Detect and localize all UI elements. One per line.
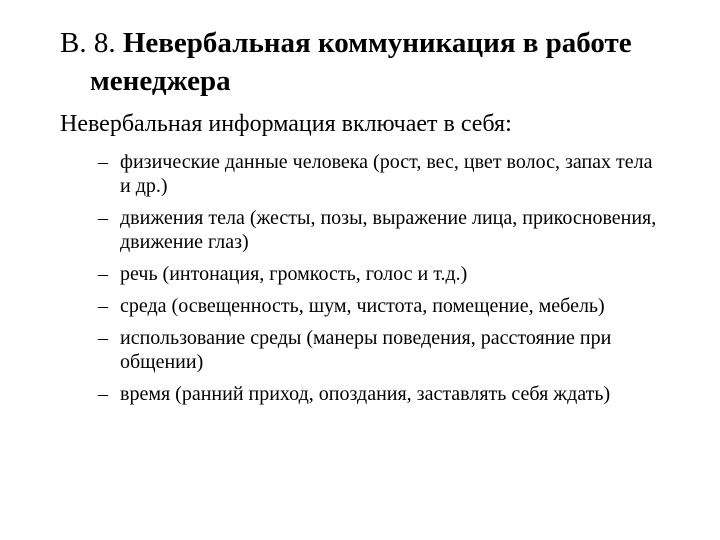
dash-marker: –	[98, 327, 108, 349]
dash-marker: –	[98, 151, 108, 173]
list-item	[98, 294, 658, 318]
dash-marker: –	[98, 383, 108, 405]
bullet-text: речь (интонация, громкость, голос и т.д.)	[120, 263, 468, 285]
bullet-text: использование среды (манеры поведения, расстояние при общении)	[120, 327, 612, 373]
dash-marker: –	[98, 207, 108, 229]
list-item	[98, 150, 658, 198]
dash-marker: –	[98, 263, 108, 285]
title-text: Невербальная коммуникация в работе менеджера	[90, 27, 632, 97]
dash-marker: –	[98, 295, 108, 317]
list-item	[98, 382, 658, 406]
title-number: В. 8.	[60, 27, 116, 59]
bullet-text: физические данные человека (рост, вес, цвет волос, запах тела и др.)	[120, 151, 653, 197]
intro-text: Невербальная информация включает в себя:	[60, 111, 512, 137]
bullet-text: время (ранний приход, опоздания, заставлять себя ждать)	[120, 383, 611, 405]
list-item	[98, 262, 658, 286]
bullet-text: среда (освещенность, шум, чистота, помещение, мебель)	[120, 295, 605, 317]
list-item	[98, 206, 658, 254]
bullet-list	[98, 150, 658, 414]
bullet-text: движения тела (жесты, позы, выражение лица, прикосновения, движение глаз)	[120, 207, 657, 253]
slide-title	[60, 24, 690, 100]
list-item	[98, 326, 658, 374]
